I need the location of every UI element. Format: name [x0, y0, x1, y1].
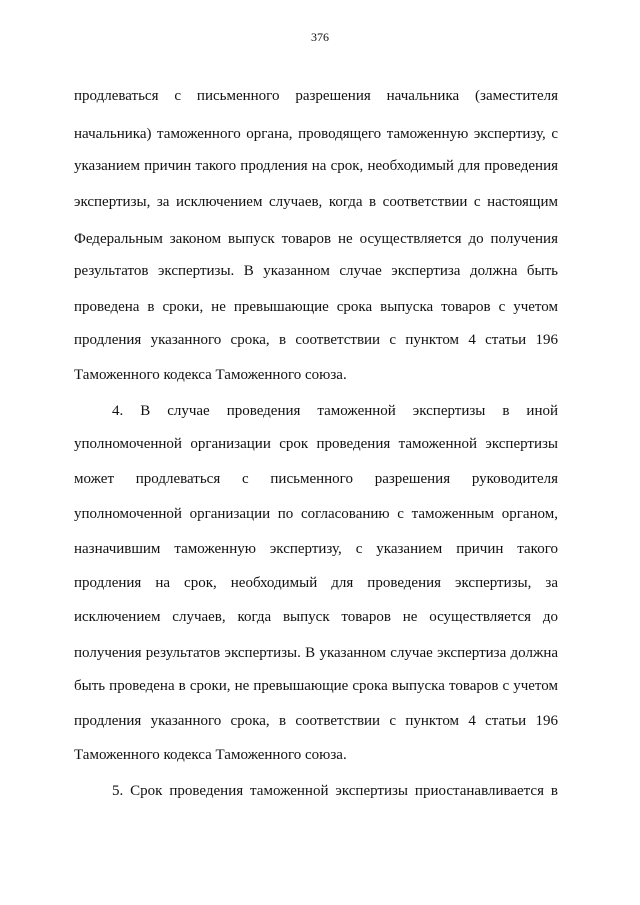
text-line: уполномоченной организации по согласованию с таможенным органом, — [74, 506, 558, 522]
text-line: получения результатов экспертизы. В указанном случае экспертиза должна — [74, 645, 558, 661]
text-line: Федеральным законом выпуск товаров не осуществляется до получения — [74, 231, 558, 247]
text-line: экспертизы, за исключением случаев, когда в соответствии с настоящим — [74, 194, 558, 210]
text-line: Таможенного кодекса Таможенного союза. — [74, 747, 347, 763]
text-line: продлеваться с письменного разрешения начальника (заместителя — [74, 88, 558, 104]
text-line: указанием причин такого продления на срок, необходимый для проведения — [74, 158, 558, 174]
text-line: проведена в сроки, не превышающие срока выпуска товаров с учетом — [74, 299, 558, 315]
text-line: 5. Срок проведения таможенной экспертизы приостанавливается в — [112, 783, 558, 799]
text-line: результатов экспертизы. В указанном случае экспертиза должна быть — [74, 263, 558, 279]
page-number: 376 — [311, 30, 329, 44]
text-line: Таможенного кодекса Таможенного союза. — [74, 367, 347, 383]
text-line: быть проведена в сроки, не превышающие срока выпуска товаров с учетом — [74, 678, 558, 694]
text-line: исключением случаев, когда выпуск товаров не осуществляется до — [74, 609, 558, 625]
text-line: продления указанного срока, в соответствии с пунктом 4 статьи 196 — [74, 332, 558, 348]
text-line: уполномоченной организации срок проведения таможенной экспертизы — [74, 436, 558, 452]
text-line: продления указанного срока, в соответствии с пунктом 4 статьи 196 — [74, 713, 558, 729]
text-line: может продлеваться с письменного разрешения руководителя — [74, 471, 558, 487]
text-line: 4. В случае проведения таможенной экспертизы в иной — [112, 403, 558, 419]
text-line: начальника) таможенного органа, проводящего таможенную экспертизу, с — [74, 126, 558, 142]
text-line: продления на срок, необходимый для проведения экспертизы, за — [74, 575, 558, 591]
text-line: назначившим таможенную экспертизу, с указанием причин такого — [74, 541, 558, 557]
